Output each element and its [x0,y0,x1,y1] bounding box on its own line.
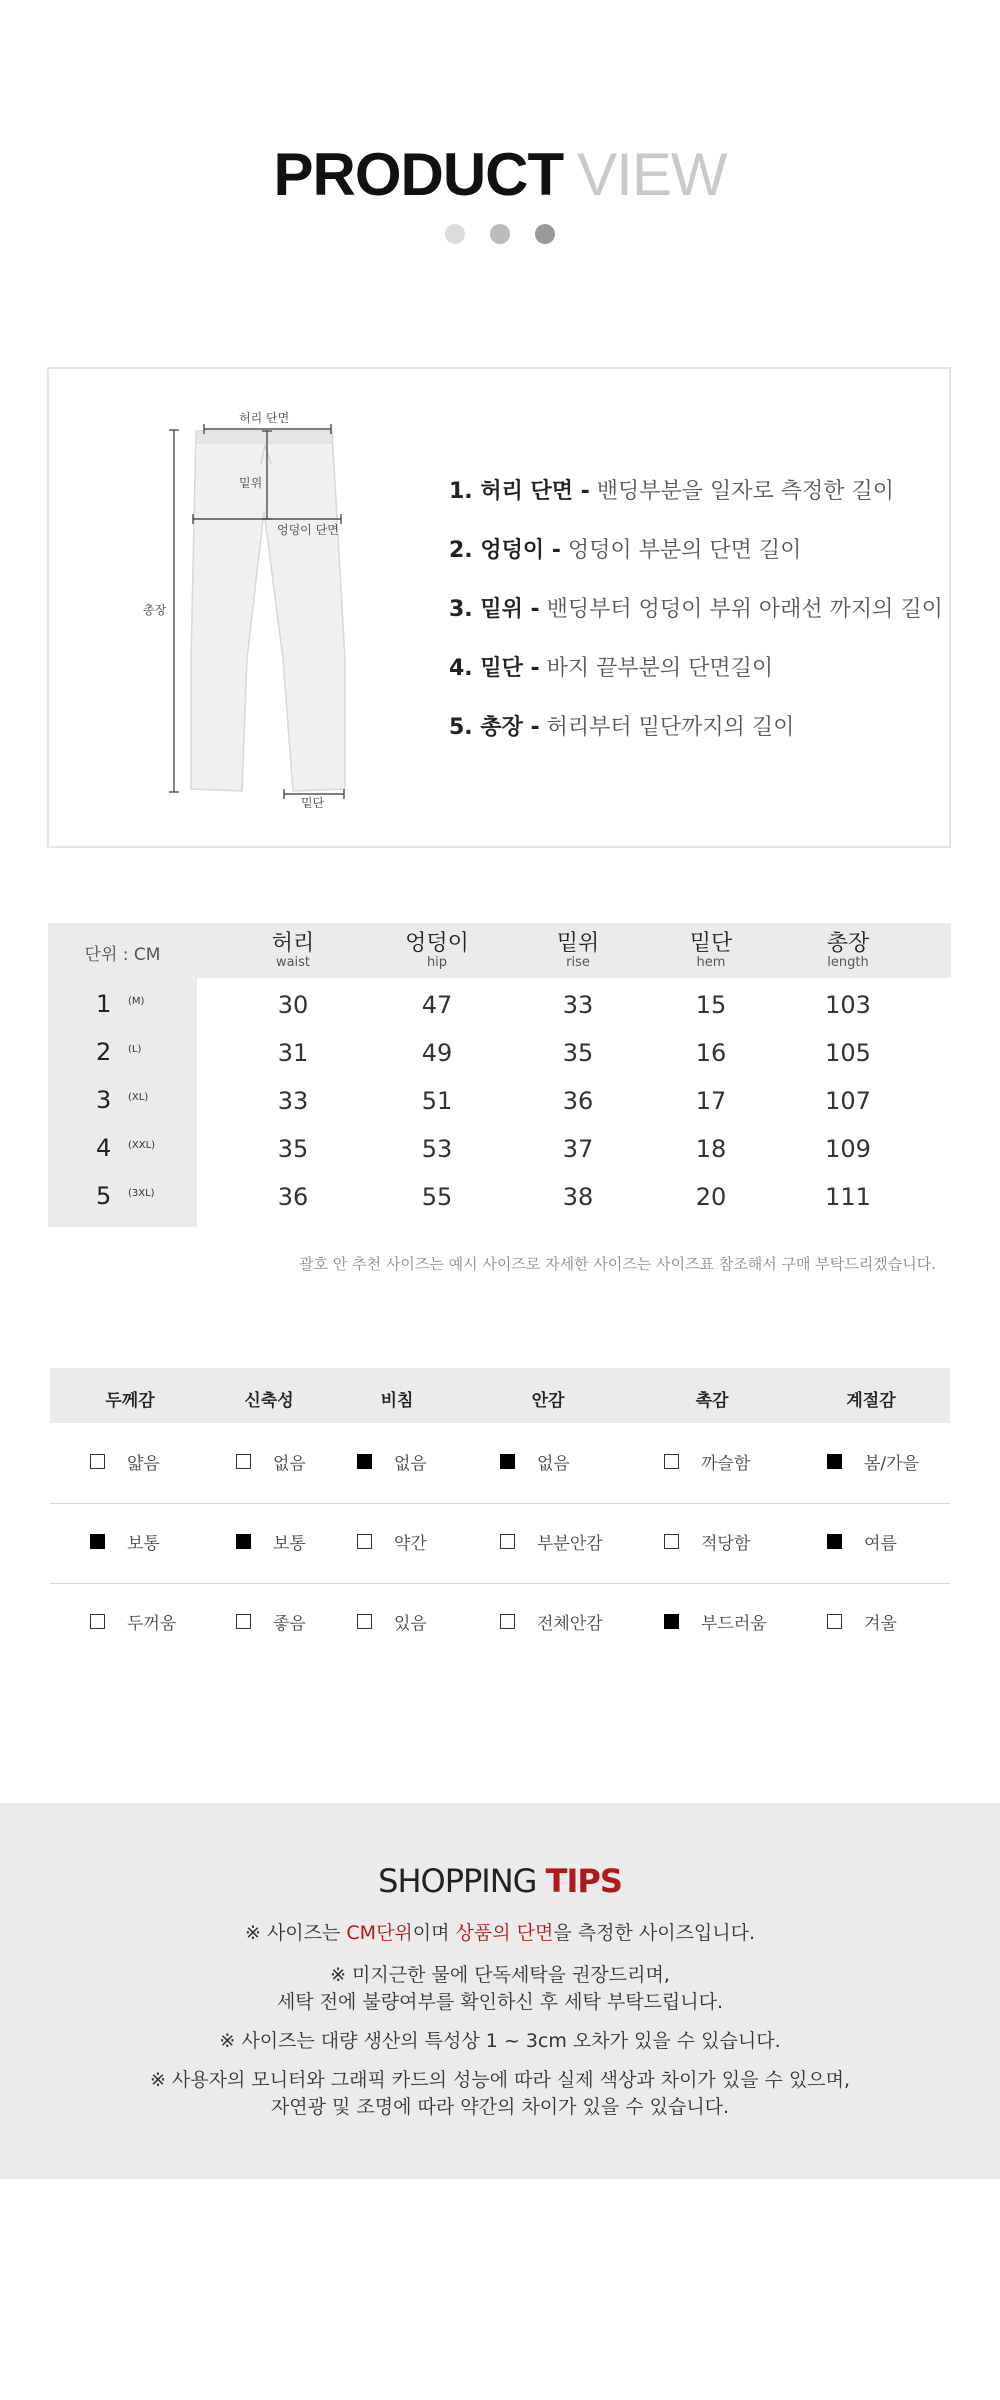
header-texture: 촉감 [695,1391,729,1411]
col-waist: 허리 waist [271,931,315,970]
title-light: VIEW [577,141,727,208]
unit-label: 단위 : CM [84,945,161,965]
col-hip: 엉덩이 hip [405,931,469,970]
fabric-header [50,1368,950,1423]
checkbox-icon[interactable] [827,1614,842,1629]
dot-1 [445,224,465,244]
tip-washing-2: 세탁 전에 불량여부를 확인하신 후 세탁 부탁드립니다. [276,1991,724,2013]
tip-monitor-2: 자연광 및 조명에 따라 약간의 차이가 있을 수 있습니다. [270,2096,730,2118]
table-row: 5 (3XL) 36 55 38 20 111 [96,1182,871,1211]
option-soft[interactable]: 부드러움 [664,1609,767,1634]
desc-item-rise: 3. 밑위 - 밴딩부터 엉덩이 부위 아래선 까지의 길이 [449,597,943,622]
checkbox-icon[interactable] [500,1614,515,1629]
header-lining: 안감 [531,1391,565,1411]
header-season: 계절감 [846,1391,896,1411]
measurement-descriptions [449,474,943,769]
measurement-guide [47,367,951,848]
checkbox-checked-icon[interactable] [236,1534,251,1549]
option-transparency-slight[interactable]: 약간 [357,1529,427,1554]
option-winter[interactable]: 겨울 [827,1609,897,1634]
fabric-row-1 [50,1423,950,1503]
label-waist: 허리 단면 [239,411,290,425]
col-rise: 밑위 rise [556,931,600,970]
decorative-dots [0,224,1000,244]
option-thin[interactable]: 얇음 [90,1449,160,1474]
label-rise: 밑위 [239,476,263,490]
option-stretch-good[interactable]: 좋음 [236,1609,306,1634]
dot-2 [490,224,510,244]
checkbox-checked-icon[interactable] [500,1454,515,1469]
shopping-tips [0,1803,1000,2179]
option-lining-full[interactable]: 전체안감 [500,1609,603,1634]
desc-item-waist: 1. 허리 단면 - 밴딩부분을 일자로 측정한 길이 [449,479,895,504]
checkbox-icon[interactable] [236,1454,251,1469]
table-row: 1 (M) 30 47 33 15 103 [96,990,871,1019]
dot-3 [535,224,555,244]
checkbox-icon[interactable] [357,1534,372,1549]
label-hem: 밑단 [301,796,325,810]
label-length: 총장 [143,603,167,617]
table-row: 4 (XXL) 35 53 37 18 109 [96,1134,871,1163]
option-lining-none[interactable]: 없음 [500,1449,570,1474]
label-hip: 엉덩이 단면 [277,523,339,537]
option-summer[interactable]: 여름 [827,1529,897,1554]
tip-size-unit: ※ 사이즈는 CM단위이며 상품의 단면을 측정한 사이즈입니다. [244,1922,756,1944]
tip-washing-1: ※ 미지근한 물에 단독세탁을 권장드리며, [330,1964,670,1986]
option-thick[interactable]: 두꺼움 [90,1609,176,1634]
tip-monitor-1: ※ 사용자의 모니터와 그래픽 카드의 성능에 따라 실제 색상과 차이가 있을 수 있으며, [149,2069,851,2091]
checkbox-checked-icon[interactable] [664,1614,679,1629]
desc-item-hip: 2. 엉덩이 - 엉덩이 부분의 단면 길이 [449,538,802,563]
option-medium-thickness[interactable]: 보통 [90,1529,160,1554]
col-hem: 밑단 hem [689,931,733,970]
tips-title: SHOPPING TIPS [378,1862,622,1900]
header-thickness: 두께감 [105,1391,155,1411]
title-bold: PRODUCT [273,141,564,208]
col-length: 총장 length [826,931,870,970]
checkbox-icon[interactable] [90,1454,105,1469]
option-moderate[interactable]: 적당함 [664,1529,750,1554]
option-stretch-none[interactable]: 없음 [236,1449,306,1474]
tip-size-error: ※ 사이즈는 대량 생산의 특성상 1 ~ 3cm 오차가 있을 수 있습니다. [219,2030,781,2052]
header-stretch: 신축성 [244,1391,294,1411]
checkbox-icon[interactable] [236,1614,251,1629]
checkbox-checked-icon[interactable] [827,1454,842,1469]
option-spring-fall[interactable]: 봄/가을 [827,1449,919,1474]
table-row: 3 (XL) 33 51 36 17 107 [96,1086,871,1115]
table-row: 2 (L) 31 49 35 16 105 [96,1038,871,1067]
size-note: 괄호 안 추천 사이즈는 예시 사이즈로 자세한 사이즈는 사이즈표 참조해서 구매 부탁드리겠습니다. [299,1255,936,1273]
pants-diagram [49,369,409,829]
option-stretch-medium[interactable]: 보통 [236,1529,306,1554]
page-title [0,140,1000,210]
checkbox-checked-icon[interactable] [827,1534,842,1549]
option-rough[interactable]: 까슬함 [664,1449,750,1474]
checkbox-checked-icon[interactable] [90,1534,105,1549]
option-lining-partial[interactable]: 부분안감 [500,1529,603,1554]
option-transparency-yes[interactable]: 있음 [357,1609,427,1634]
checkbox-icon[interactable] [90,1614,105,1629]
checkbox-icon[interactable] [664,1454,679,1469]
desc-item-length: 5. 총장 - 허리부터 밑단까지의 길이 [449,715,795,740]
checkbox-icon[interactable] [357,1614,372,1629]
option-transparency-none[interactable]: 없음 [357,1449,427,1474]
fabric-row-3 [50,1583,950,1663]
header-transparency: 비침 [380,1391,414,1411]
checkbox-icon[interactable] [500,1534,515,1549]
checkbox-icon[interactable] [664,1534,679,1549]
checkbox-checked-icon[interactable] [357,1454,372,1469]
desc-item-hem: 4. 밑단 - 바지 끝부분의 단면길이 [449,656,774,681]
fabric-row-2 [50,1503,950,1583]
